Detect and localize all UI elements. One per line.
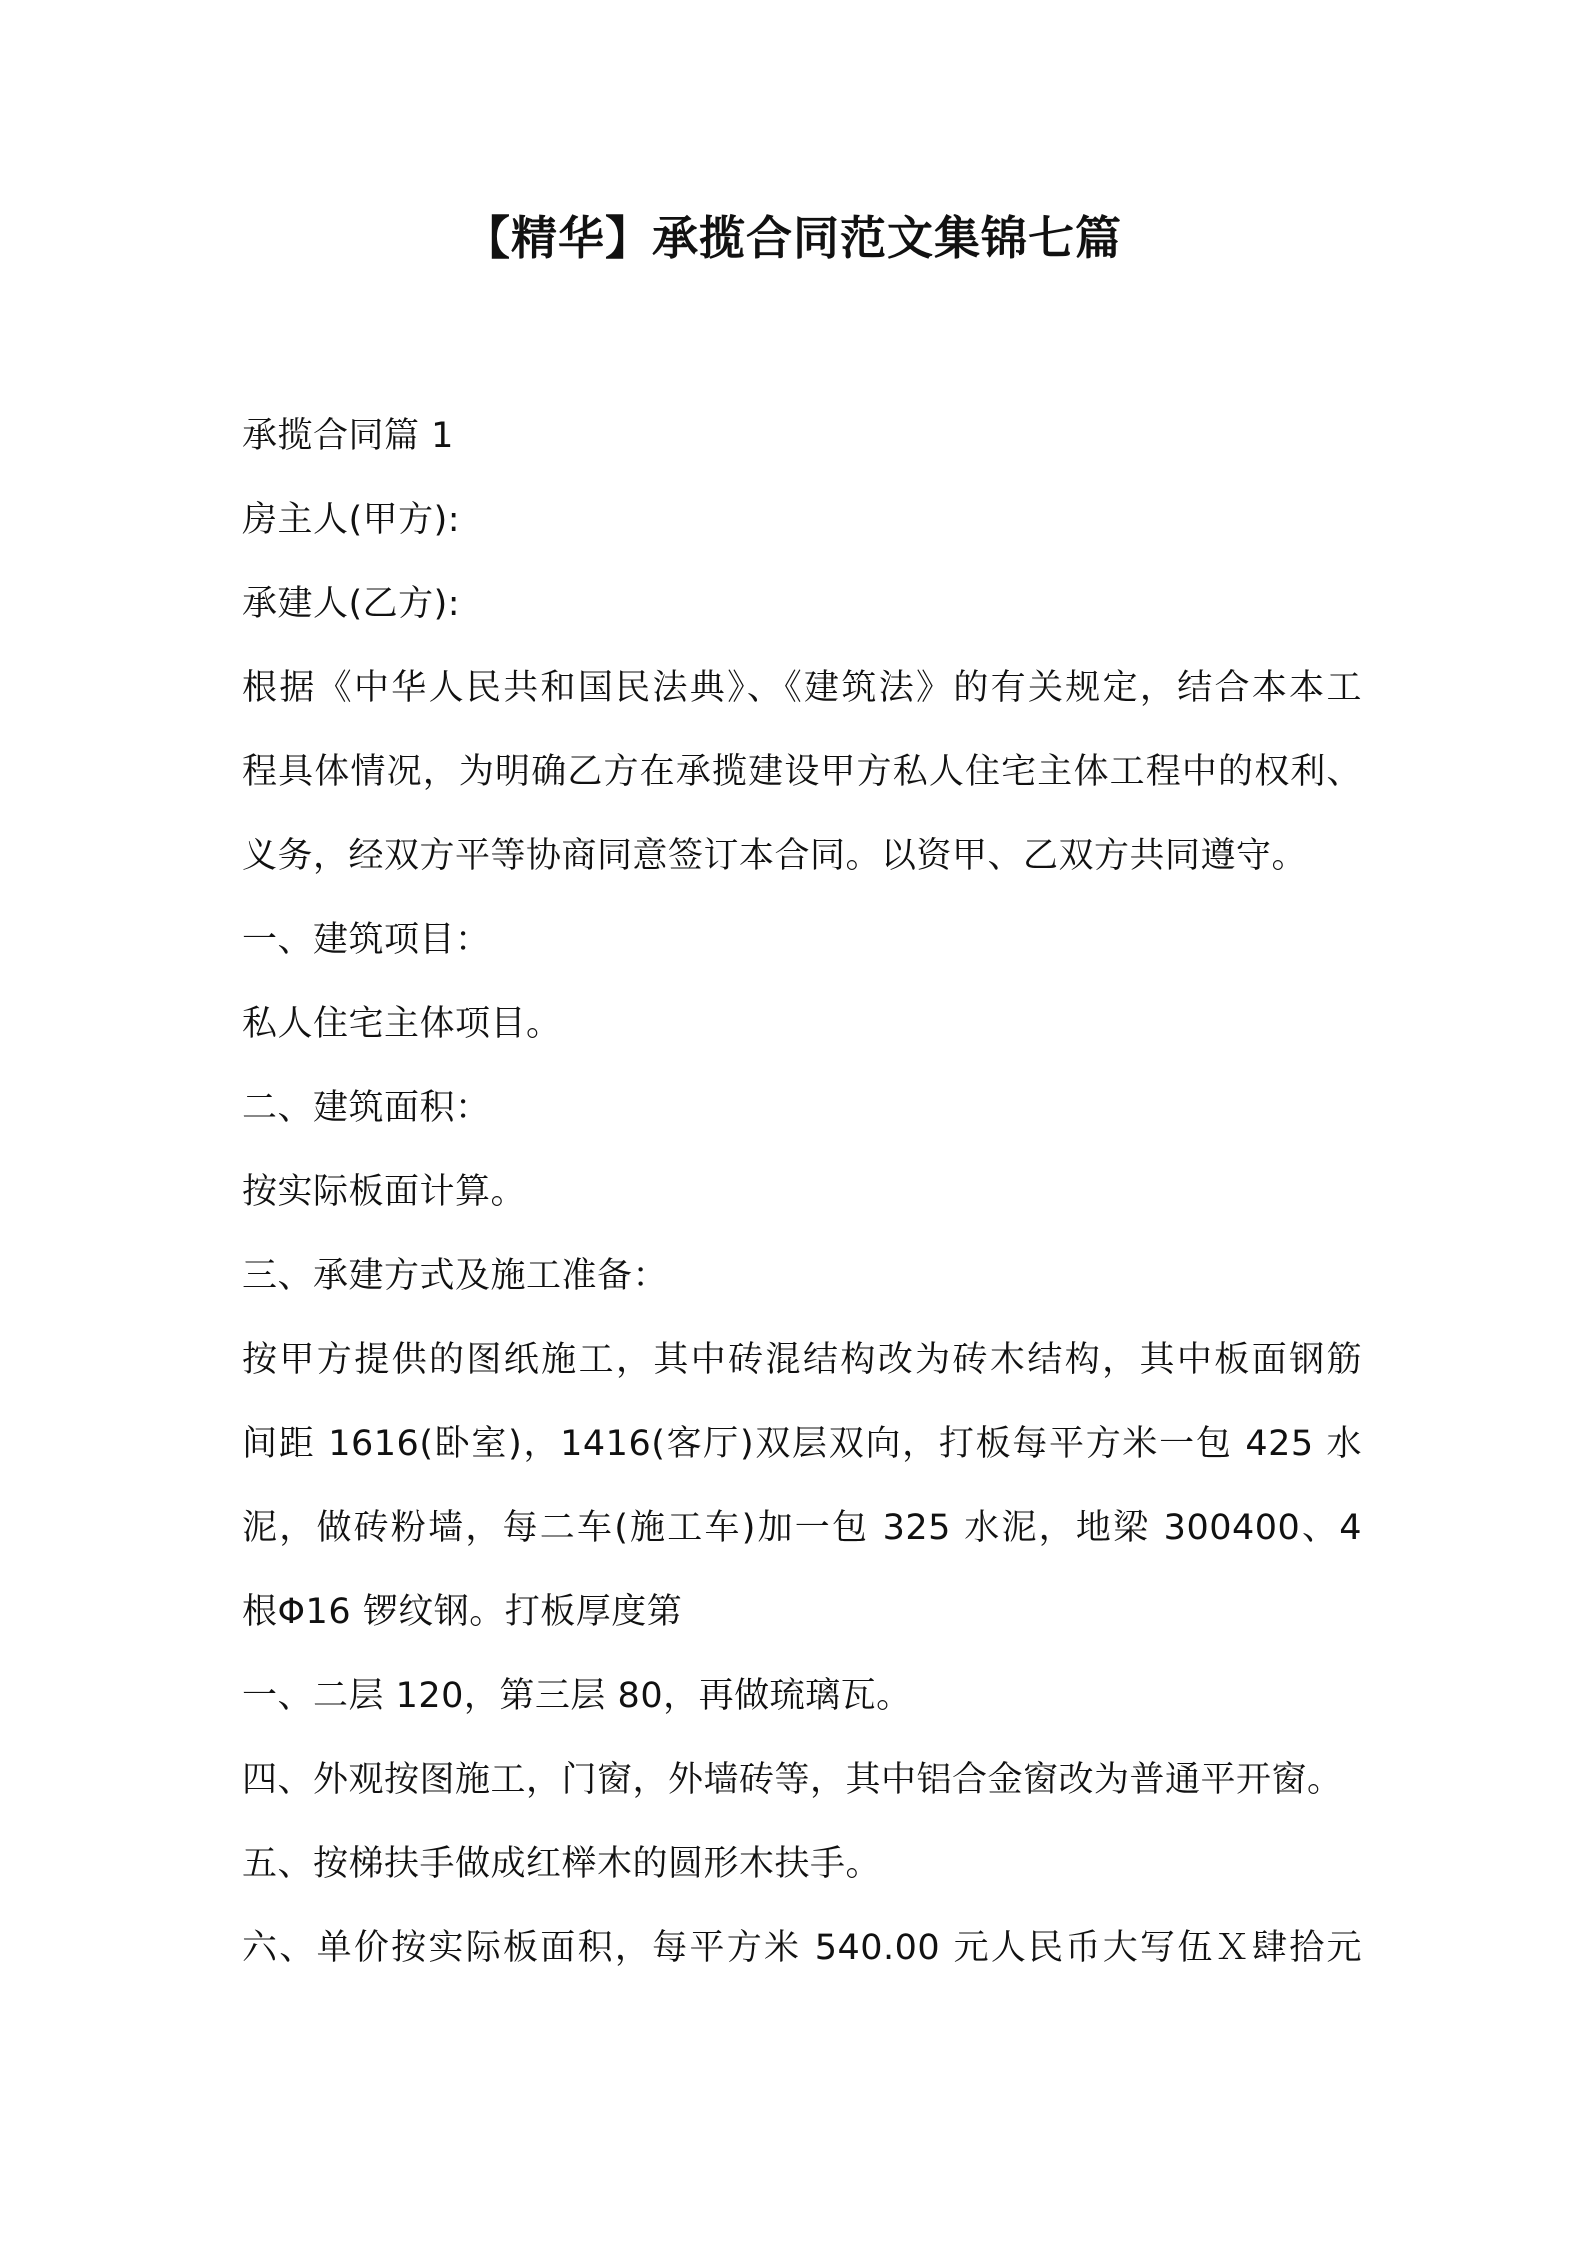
paragraph-line: 按甲方提供的图纸施工，其中砖混结构改为砖木结构，其中板面钢筋 xyxy=(242,1340,1362,1380)
party-a-line: 房主人(甲方): xyxy=(242,500,461,540)
clause-heading: 一、建筑项目： xyxy=(242,920,491,960)
paragraph-line: 泥，做砖粉墙，每二车(施工车)加一包 325 水泥，地梁 300400、4 xyxy=(242,1508,1362,1548)
paragraph-line: 按实际板面计算。 xyxy=(242,1172,527,1212)
clause-line: 四、外观按图施工，门窗，外墙砖等，其中铝合金窗改为普通平开窗。 xyxy=(242,1760,1343,1800)
section-heading: 承揽合同篇 1 xyxy=(242,416,454,456)
clause-line: 五、按梯扶手做成红榉木的圆形木扶手。 xyxy=(242,1844,882,1884)
clause-heading: 三、承建方式及施工准备： xyxy=(242,1256,669,1296)
paragraph-line: 间距 1616(卧室)，1416(客厅)双层双向，打板每平方米一包 425 水 xyxy=(242,1424,1362,1464)
clause-heading: 二、建筑面积： xyxy=(242,1088,491,1128)
paragraph-line: 程具体情况，为明确乙方在承揽建设甲方私人住宅主体工程中的权利、 xyxy=(242,752,1362,792)
paragraph-line: 私人住宅主体项目。 xyxy=(242,1004,562,1044)
paragraph-line: 根Φ16 锣纹钢。打板厚度第 xyxy=(242,1592,683,1632)
paragraph-line: 根据《中华人民共和国民法典》、《建筑法》的有关规定，结合本本工 xyxy=(242,668,1362,708)
paragraph-line: 义务，经双方平等协商同意签订本合同。以资甲、乙双方共同遵守。 xyxy=(242,836,1308,876)
party-b-line: 承建人(乙方): xyxy=(242,584,461,624)
document-title: 【精华】承揽合同范文集锦七篇 xyxy=(464,211,1122,265)
document-body xyxy=(242,404,1362,2000)
clause-line: 六、单价按实际板面积，每平方米 540.00 元人民币大写伍Ｘ肆拾元 xyxy=(242,1928,1362,1968)
paragraph-line: 一、二层 120，第三层 80，再做琉璃瓦。 xyxy=(242,1676,912,1716)
